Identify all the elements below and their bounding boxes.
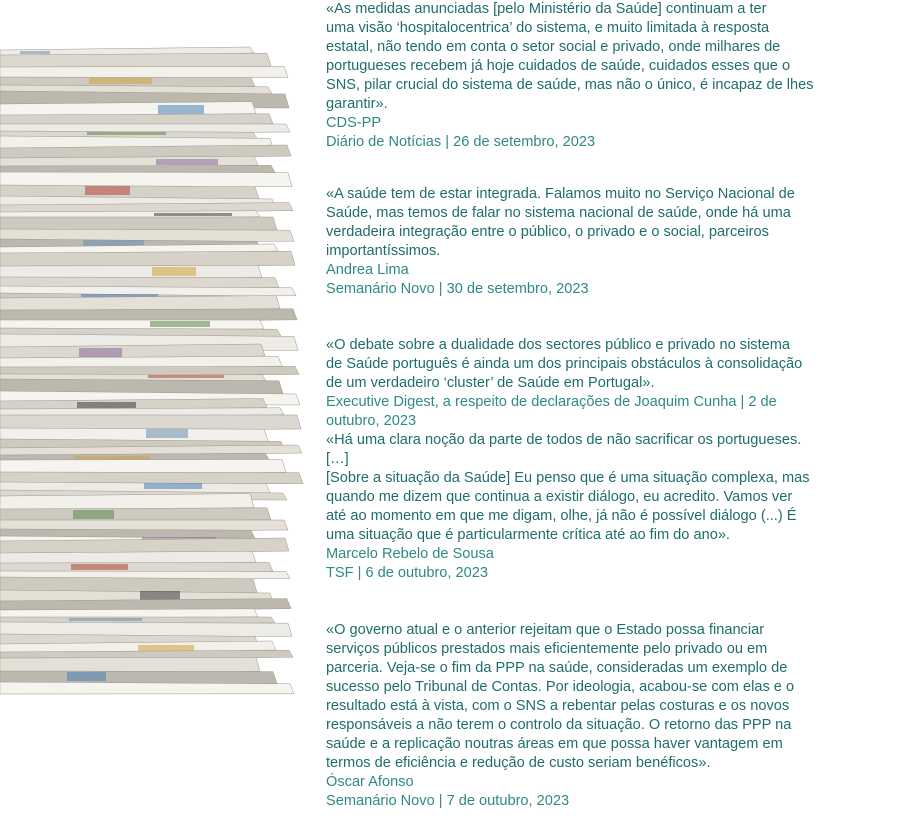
quote-author: Andrea Lima [326,262,409,278]
quote-source: Semanário Novo | 7 de outubro, 2023 [326,793,570,809]
quote-source: Executive Digest, a respeito de declarações de Joaquim Cunha | 2 de outubro, 2023 [326,394,777,429]
quote-text: «As medidas anunciadas [pelo Ministério da Saúde] continuam a ter uma visão ‘hospitalocentrica’ do sistema, e muito limitada à resposta estatal, não tendo em conta o setor social e privado, onde milhares de portugueses recebem já hoje cuidados de saúde, cuidados esses que o SNS, pilar crucial do sistema de saúde, mas não o único, é incapaz de lhes garantir». [326,1,814,112]
quote-author: Marcelo Rebelo de Sousa [326,546,494,562]
quote-block-3 [326,336,822,431]
quote-block-5 [326,621,822,811]
quote-source: Diário de Notícias | 26 de setembro, 2023 [326,134,596,150]
newspaper-stack-image [0,0,320,720]
quote-text: «A saúde tem de estar integrada. Falamos muito no Serviço Nacional de Saúde, mas temos de falar no sistema nacional de saúde, onde há uma verdadeira integração entre o público, o privado e o social, parceiros importantíssimos. [326,186,795,259]
quote-block-1 [326,0,822,152]
quote-source: TSF | 6 de outubro, 2023 [326,565,488,581]
quote-block-4 [326,431,822,583]
quote-text: «O debate sobre a dualidade dos sectores público e privado no sistema de Saúde português é ainda um dos principais obstáculos à consolidação de um verdadeiro ‘cluster’ de Saúde em Portugal». [326,337,803,391]
quote-text: «Há uma clara noção da parte de todos de não sacrificar os portugueses. […] [Sobre a situação da Saúde] Eu penso que é uma situação complexa, mas quando me dizem que continua a existir diálogo, eu acredito. Vamos ver até ao momento em que me digam, olhe, já não é possível diálogo (...) É uma situação que é particularmente crítica até ao fim do ano». [326,432,810,543]
quote-text: «O governo atual e o anterior rejeitam que o Estado possa financiar serviços públicos prestados mais eficientemente pelo privado ou em parceria. Veja-se o fim da PPP na saúde, consideradas um exemplo de sucesso pelo Tribunal de Contas. Por ideologia, acabou-se com elas e o resultado está à vista, com o SNS a rebentar pelas costuras e os novos responsáveis a não terem o controlo da situação. O retorno das PPP na saúde e a replicação noutras áreas em que possa haver vantagem em termos de eficiência e redução de custo seriam benéficos». [326,622,795,771]
quote-author: Óscar Afonso [326,774,414,790]
quote-block-2 [326,185,822,299]
quote-author: CDS-PP [326,115,382,131]
quotes-column [326,0,822,811]
quote-source: Semanário Novo | 30 de setembro, 2023 [326,281,589,297]
